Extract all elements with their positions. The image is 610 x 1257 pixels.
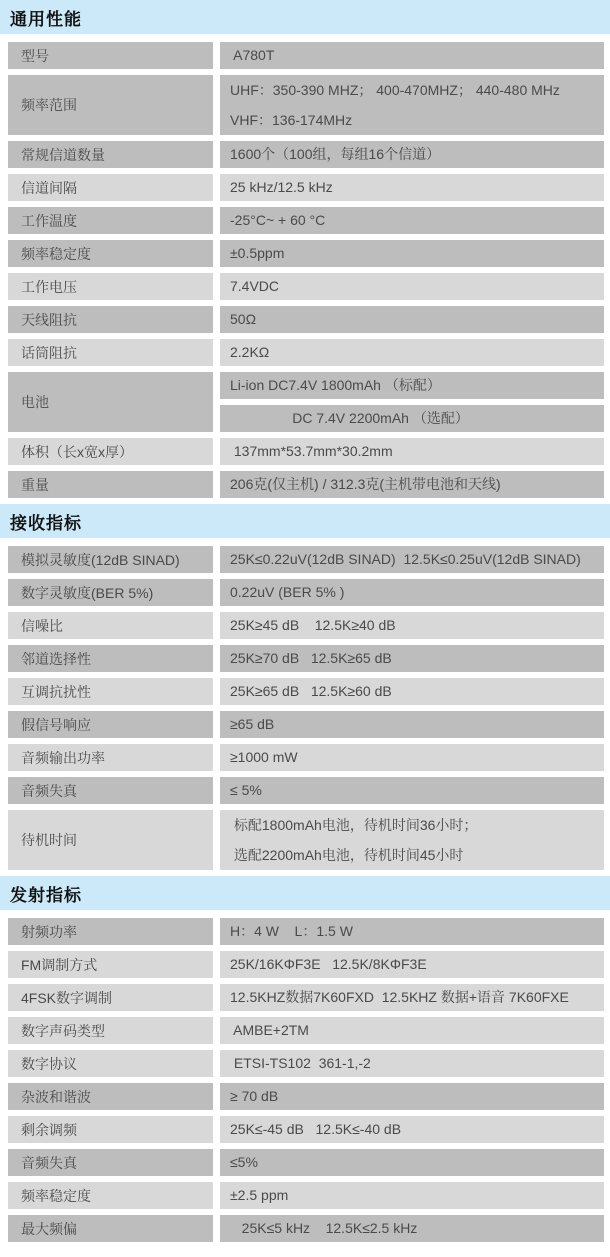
spec-label: 剩余调频 bbox=[8, 1116, 213, 1143]
spec-row bbox=[8, 645, 604, 672]
spec-label: 工作温度 bbox=[8, 207, 213, 234]
spec-label: 杂波和谐波 bbox=[8, 1083, 213, 1110]
spec-label: 音频输出功率 bbox=[8, 744, 213, 771]
spec-value-line: -25°C~ + 60 °C bbox=[230, 212, 326, 228]
spec-value bbox=[220, 678, 604, 705]
spec-value bbox=[220, 1215, 604, 1242]
spec-value-line: 25K≥70 dB 12.5K≥65 dB bbox=[230, 650, 392, 666]
spec-row bbox=[8, 1083, 604, 1110]
spec-row bbox=[8, 546, 604, 573]
spec-value-line: 7.4VDC bbox=[230, 278, 280, 294]
spec-value-line: Li-ion DC7.4V 1800mAh （标配） bbox=[220, 372, 604, 399]
spec-value-line: 206克(仅主机) / 312.3克(主机带电池和天线) bbox=[230, 476, 501, 492]
spec-value-line: A780T bbox=[230, 47, 275, 63]
spec-value bbox=[220, 75, 604, 135]
spec-value-line: ETSI-TS102 361-1,-2 bbox=[230, 1055, 371, 1071]
spec-row bbox=[8, 918, 604, 945]
spec-label: 重量 bbox=[8, 471, 213, 498]
spec-value-line: ±2.5 ppm bbox=[230, 1187, 289, 1203]
spec-value-line: 50Ω bbox=[230, 311, 257, 327]
spec-value-line: ≤ 5% bbox=[230, 782, 262, 798]
spec-row bbox=[8, 1050, 604, 1077]
spec-value-line: 25 kHz/12.5 kHz bbox=[230, 179, 333, 195]
spec-value-line: 137mm*53.7mm*30.2mm bbox=[230, 443, 393, 459]
spec-value-line: H：4 W L：1.5 W bbox=[230, 923, 353, 939]
spec-label: 工作电压 bbox=[8, 273, 213, 300]
spec-value-line: 选配2200mAh电池，待机时间45小时 bbox=[230, 847, 464, 863]
section-title: 通用性能 bbox=[0, 0, 610, 34]
spec-label: 邻道选择性 bbox=[8, 645, 213, 672]
spec-section bbox=[0, 0, 610, 498]
spec-label: 射频功率 bbox=[8, 918, 213, 945]
spec-value bbox=[220, 339, 604, 366]
spec-label: FM调制方式 bbox=[8, 951, 213, 978]
spec-row bbox=[8, 744, 604, 771]
spec-value-line: 25K≤-45 dB 12.5K≤-40 dB bbox=[230, 1121, 402, 1137]
section-title: 接收指标 bbox=[0, 504, 610, 538]
spec-label: 模拟灵敏度(12dB SINAD) bbox=[8, 546, 213, 573]
spec-label: 假信号响应 bbox=[8, 711, 213, 738]
spec-value-line: 25K≥65 dB 12.5K≥60 dB bbox=[230, 683, 392, 699]
spec-label: 频率范围 bbox=[8, 75, 213, 135]
spec-row bbox=[8, 1017, 604, 1044]
spec-label: 体积（长x宽x厚） bbox=[8, 438, 213, 465]
spec-value bbox=[220, 984, 604, 1011]
spec-label: 数字声码类型 bbox=[8, 1017, 213, 1044]
spec-label: 4FSK数字调制 bbox=[8, 984, 213, 1011]
spec-value-line: 1600个（100组，每组16个信道） bbox=[230, 146, 441, 162]
spec-row bbox=[8, 75, 604, 135]
spec-label: 天线阻抗 bbox=[8, 306, 213, 333]
spec-row bbox=[8, 141, 604, 168]
spec-value-line: ≤5% bbox=[230, 1154, 258, 1170]
spec-value-line: ≥ 70 dB bbox=[230, 1088, 279, 1104]
spec-value-line: 标配1800mAh电池，待机时间36小时； bbox=[230, 817, 478, 833]
spec-label: 最大频偏 bbox=[8, 1215, 213, 1242]
spec-value-line: 25K/16KΦF3E 12.5K/8KΦF3E bbox=[230, 956, 427, 972]
spec-row bbox=[8, 951, 604, 978]
spec-value-line: 25K≤0.22uV(12dB SINAD) 12.5K≤0.25uV(12dB SINAD) bbox=[230, 551, 581, 567]
spec-section bbox=[0, 876, 610, 1242]
spec-value bbox=[220, 1083, 604, 1110]
spec-value bbox=[220, 1182, 604, 1209]
spec-row bbox=[8, 678, 604, 705]
spec-row bbox=[8, 306, 604, 333]
spec-row bbox=[8, 372, 604, 432]
spec-row bbox=[8, 810, 604, 870]
spec-label: 数字灵敏度(BER 5%) bbox=[8, 579, 213, 606]
spec-value bbox=[220, 711, 604, 738]
spec-row bbox=[8, 1182, 604, 1209]
spec-row bbox=[8, 42, 604, 69]
spec-label: 频率稳定度 bbox=[8, 240, 213, 267]
spec-value bbox=[220, 174, 604, 201]
spec-value bbox=[220, 306, 604, 333]
spec-row bbox=[8, 612, 604, 639]
spec-value bbox=[220, 273, 604, 300]
section-title: 发射指标 bbox=[0, 876, 610, 910]
spec-value bbox=[220, 438, 604, 465]
spec-value-line: 2.2KΩ bbox=[230, 344, 270, 360]
spec-row bbox=[8, 207, 604, 234]
spec-label: 音频失真 bbox=[8, 777, 213, 804]
spec-row bbox=[8, 777, 604, 804]
spec-label: 待机时间 bbox=[8, 810, 213, 870]
spec-value bbox=[220, 546, 604, 573]
spec-section bbox=[0, 504, 610, 870]
spec-value-line: AMBE+2TM bbox=[230, 1022, 309, 1038]
spec-label: 信噪比 bbox=[8, 612, 213, 639]
spec-value bbox=[220, 579, 604, 606]
spec-value-line: UHF：350-390 MHZ； 400-470MHZ； 440-480 MHz bbox=[230, 82, 560, 98]
spec-value-line: VHF：136-174MHz bbox=[230, 112, 353, 128]
spec-value bbox=[220, 372, 604, 432]
spec-value bbox=[220, 918, 604, 945]
spec-row bbox=[8, 174, 604, 201]
spec-label: 型号 bbox=[8, 42, 213, 69]
spec-value bbox=[220, 1116, 604, 1143]
spec-label: 电池 bbox=[8, 372, 213, 432]
spec-label: 互调抗扰性 bbox=[8, 678, 213, 705]
spec-label: 常规信道数量 bbox=[8, 141, 213, 168]
spec-value-line: 25K≥45 dB 12.5K≥40 dB bbox=[230, 617, 396, 633]
spec-value bbox=[220, 1050, 604, 1077]
spec-value-line: 12.5KHZ数据7K60FXD 12.5KHZ 数据+语音 7K60FXE bbox=[230, 989, 569, 1005]
spec-value bbox=[220, 471, 604, 498]
spec-value-line: ≥1000 mW bbox=[230, 749, 298, 765]
spec-row bbox=[8, 1149, 604, 1176]
spec-value-line: 25K≤5 kHz 12.5K≤2.5 kHz bbox=[230, 1220, 418, 1236]
spec-row bbox=[8, 711, 604, 738]
spec-row bbox=[8, 1215, 604, 1242]
spec-label: 数字协议 bbox=[8, 1050, 213, 1077]
spec-value-line: ≥65 dB bbox=[230, 716, 275, 732]
spec-value bbox=[220, 744, 604, 771]
spec-label: 音频失真 bbox=[8, 1149, 213, 1176]
spec-value bbox=[220, 1017, 604, 1044]
spec-value bbox=[220, 645, 604, 672]
spec-value bbox=[220, 1149, 604, 1176]
spec-value bbox=[220, 42, 604, 69]
spec-row bbox=[8, 273, 604, 300]
spec-row bbox=[8, 471, 604, 498]
spec-row bbox=[8, 240, 604, 267]
spec-value bbox=[220, 777, 604, 804]
spec-value bbox=[220, 810, 604, 870]
spec-value-line: 0.22uV (BER 5% ) bbox=[230, 584, 345, 600]
spec-label: 信道间隔 bbox=[8, 174, 213, 201]
spec-value bbox=[220, 207, 604, 234]
spec-row bbox=[8, 339, 604, 366]
spec-row bbox=[8, 438, 604, 465]
spec-value bbox=[220, 141, 604, 168]
spec-row bbox=[8, 984, 604, 1011]
spec-label: 话筒阻抗 bbox=[8, 339, 213, 366]
spec-value bbox=[220, 951, 604, 978]
spec-value bbox=[220, 240, 604, 267]
spec-value-line: ±0.5ppm bbox=[230, 245, 285, 261]
spec-value-line: DC 7.4V 2200mAh （选配） bbox=[220, 405, 604, 432]
spec-row bbox=[8, 579, 604, 606]
spec-value bbox=[220, 612, 604, 639]
spec-label: 频率稳定度 bbox=[8, 1182, 213, 1209]
spec-row bbox=[8, 1116, 604, 1143]
